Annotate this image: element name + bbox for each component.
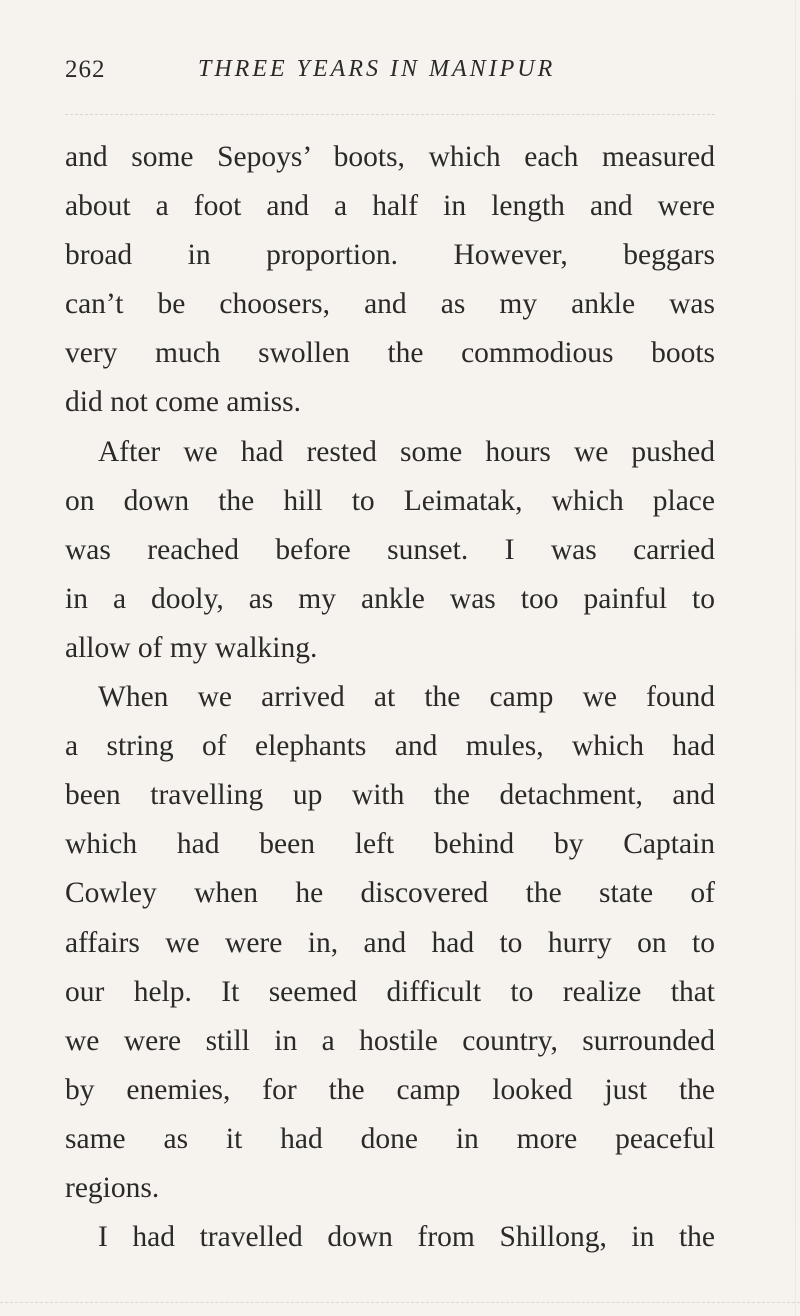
text-line: was reached before sunset. I was carried <box>65 533 715 566</box>
text-line: regions. <box>65 1171 160 1204</box>
text-line: very much swollen the commodious boots <box>65 337 715 370</box>
page-edge <box>795 0 796 1316</box>
running-title: THREE YEARS IN MANIPUR <box>198 56 556 82</box>
text-line: by enemies, for the camp looked just the <box>65 1073 715 1106</box>
text-line: affairs we were in, and had to hurry on to <box>65 926 715 959</box>
text-line: and some Sepoys’ boots, which each measured <box>65 141 715 173</box>
text-line: our help. It seemed difficult to realize that <box>65 975 715 1008</box>
text-line: did not come amiss. <box>65 386 301 419</box>
text-line: about a foot and a half in length and were <box>65 190 715 223</box>
text-line: broad in proportion. However, beggars <box>65 239 715 272</box>
text-line: After we had rested some hours we pushed <box>98 435 715 468</box>
text-line: Cowley when he discovered the state of <box>65 877 715 910</box>
text-line: been travelling up with the detachment, and <box>65 779 715 812</box>
text-line: can’t be choosers, and as my ankle was <box>65 288 715 321</box>
text-line: we were still in a hostile country, surrounded <box>65 1024 715 1057</box>
text-line: in a dooly, as my ankle was too painful to <box>65 582 715 615</box>
text-line: allow of my walking. <box>65 631 318 664</box>
text-line: a string of elephants and mules, which had <box>65 730 715 763</box>
text-line: which had been left behind by Captain <box>65 828 715 861</box>
footer-divider <box>0 1302 800 1303</box>
running-head <box>65 56 715 92</box>
page-number: 262 <box>65 56 106 83</box>
header-divider <box>65 114 715 115</box>
body-text <box>65 133 715 1262</box>
text-line: on down the hill to Leimatak, which place <box>65 484 715 517</box>
text-line: When we arrived at the camp we found <box>98 681 715 714</box>
text-line: I had travelled down from Shillong, in the <box>98 1221 715 1254</box>
text-line: same as it had done in more peaceful <box>65 1122 715 1155</box>
